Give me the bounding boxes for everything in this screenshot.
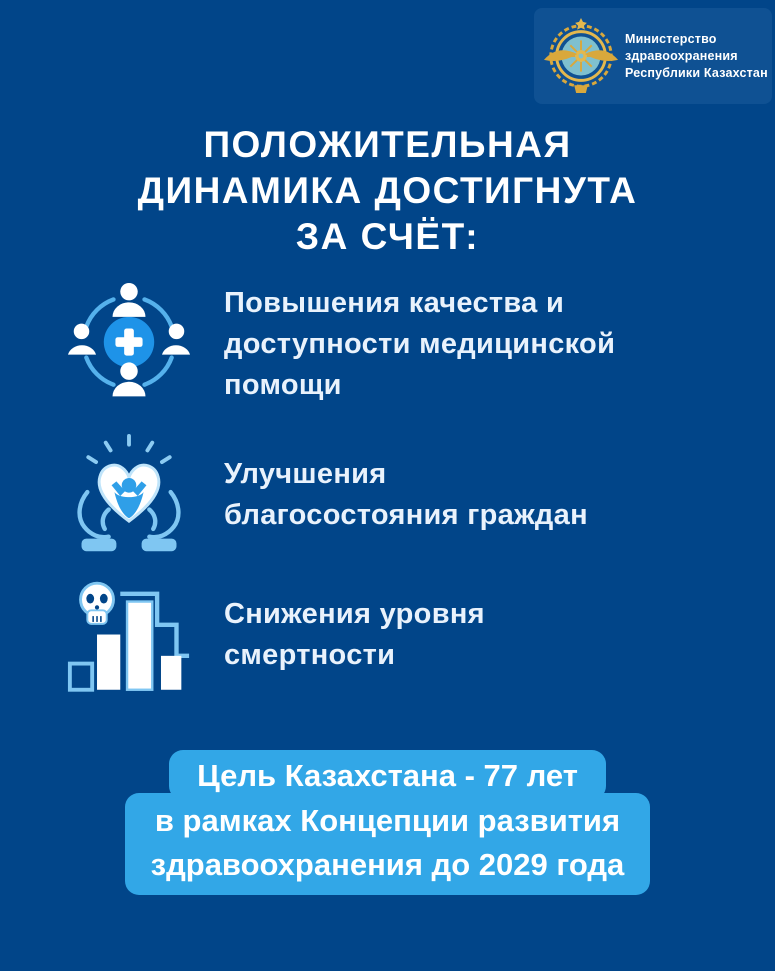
item-text <box>224 283 615 406</box>
item-text-line: Снижения уровня <box>224 598 485 630</box>
ministry-name-line: Республики Казахстан <box>625 65 768 80</box>
title-line: ПОЛОЖИТЕЛЬНАЯ <box>203 124 572 165</box>
title-line: ДИНАМИКА ДОСТИГНУТА <box>137 170 638 211</box>
item-text-line: Улучшения <box>224 458 387 490</box>
page-title <box>0 122 775 260</box>
list-item-welfare <box>64 426 749 564</box>
list-item-mortality <box>64 570 749 700</box>
ministry-name-line: здравоохранения <box>625 48 738 63</box>
callout-line: в рамках Концепции развития <box>154 803 621 838</box>
item-text-line: помощи <box>224 368 342 401</box>
callout-line: здравоохранения до 2029 года <box>150 847 625 882</box>
title-line: ЗА СЧЁТ: <box>295 216 480 257</box>
item-text-line: Повышения качества и <box>224 286 565 319</box>
callout-line: Цель Казахстана - 77 лет <box>169 750 606 800</box>
item-text <box>224 454 588 536</box>
list-item-medical-care <box>64 272 749 416</box>
goal-callout <box>0 750 775 895</box>
ministry-name-line: Министерство <box>625 31 717 46</box>
people-network-medical-cross-icon <box>64 272 194 416</box>
kazakhstan-emblem-icon <box>542 16 620 96</box>
item-text-line: смертности <box>224 639 396 671</box>
ministry-logo-block <box>534 8 772 104</box>
ministry-name <box>625 31 768 82</box>
skull-mortality-decline-chart-icon <box>64 570 194 700</box>
callout-body <box>125 793 651 895</box>
hands-holding-heart-icon <box>64 426 194 564</box>
item-text-line: благосостояния граждан <box>224 499 588 531</box>
item-text <box>224 594 485 676</box>
item-text-line: доступности медицинской <box>224 327 616 360</box>
